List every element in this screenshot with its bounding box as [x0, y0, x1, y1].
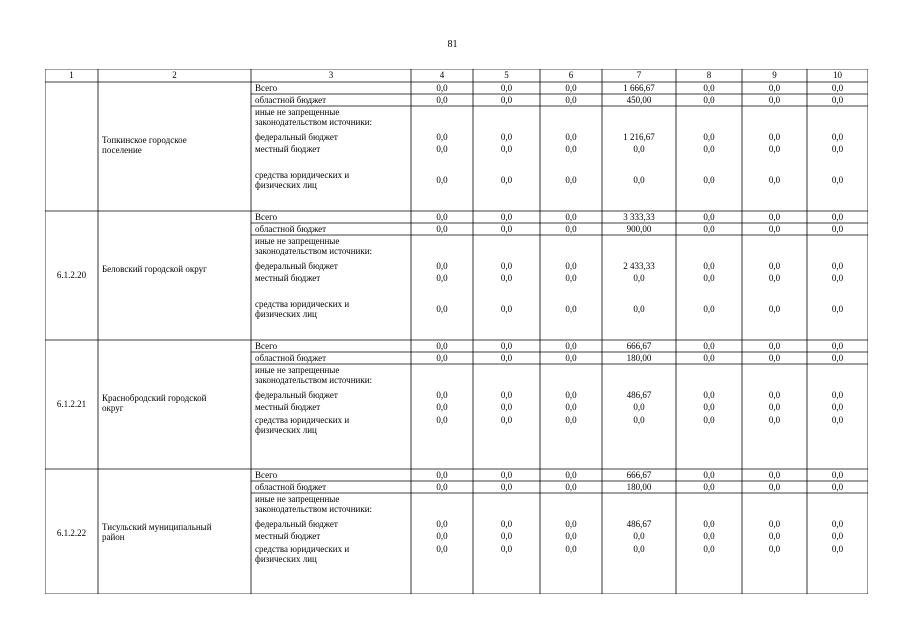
value-federal: 0,0: [565, 132, 577, 142]
value-oblast: 0,0: [703, 353, 715, 363]
value-federal: 0,0: [831, 519, 844, 529]
value-sredstva: 0,0: [633, 175, 645, 185]
value-federal: 0,0: [500, 390, 513, 400]
value-federal: 0,0: [831, 390, 844, 400]
value-mestny: 0,0: [831, 273, 844, 283]
value-vsego: 0,0: [500, 470, 513, 480]
value-mestny: 0,0: [500, 531, 513, 541]
label-sredstva: средства юридических и физических лиц: [255, 170, 350, 190]
value-oblast: 0,0: [436, 95, 448, 105]
value-sredstva: 0,0: [633, 304, 645, 314]
value-federal: 0,0: [500, 261, 513, 271]
value-federal: 486,67: [626, 519, 652, 529]
value-mestny: 0,0: [633, 531, 645, 541]
value-mestny: 0,0: [633, 273, 645, 283]
value-vsego: 0,0: [768, 470, 781, 480]
value-oblast: 0,0: [703, 95, 715, 105]
value-federal: 0,0: [436, 132, 448, 142]
value-federal: 0,0: [565, 390, 577, 400]
value-federal: 0,0: [831, 132, 844, 142]
value-sredstva: 0,0: [703, 304, 715, 314]
value-sredstva: 0,0: [436, 175, 448, 185]
value-vsego: 0,0: [436, 341, 448, 351]
header-cell-9: 9: [772, 70, 777, 80]
header-cell-1: 1: [69, 70, 74, 80]
value-sredstva: 0,0: [500, 304, 513, 314]
value-federal: 0,0: [768, 390, 781, 400]
header-cell-10: 10: [833, 70, 842, 80]
header-cell-2: 2: [172, 70, 177, 80]
value-mestny: 0,0: [831, 531, 844, 541]
row-code: 6.1.2.20: [56, 269, 87, 280]
value-mestny: 0,0: [768, 273, 781, 283]
value-vsego: 0,0: [565, 341, 577, 351]
value-oblast: 900,00: [626, 224, 652, 234]
value-federal: 2 433,33: [623, 261, 655, 271]
row-code: 6.1.2.22: [56, 527, 87, 538]
value-oblast: 180,00: [626, 482, 652, 492]
value-sredstva: 0,0: [500, 415, 513, 425]
label-federal: федеральный бюджет: [255, 390, 338, 400]
label-mestny: местный бюджет: [255, 144, 321, 154]
value-federal: 0,0: [768, 132, 781, 142]
label-oblast: областной бюджет: [255, 95, 327, 105]
value-vsego: 0,0: [703, 341, 715, 351]
municipality-name: Тисульский муниципальный район: [102, 521, 212, 542]
value-federal: 0,0: [703, 519, 715, 529]
value-mestny: 0,0: [565, 144, 577, 154]
value-federal: 0,0: [500, 519, 513, 529]
label-mestny: местный бюджет: [255, 273, 321, 283]
header-cell-4: 4: [439, 70, 445, 80]
label-oblast: областной бюджет: [255, 224, 327, 234]
value-oblast: 0,0: [565, 95, 577, 105]
value-sredstva: 0,0: [703, 415, 715, 425]
value-oblast: 0,0: [703, 224, 715, 234]
value-vsego: 0,0: [565, 470, 577, 480]
value-oblast: 180,00: [626, 353, 652, 363]
value-mestny: 0,0: [565, 402, 577, 412]
label-sredstva: средства юридических и физических лиц: [255, 299, 350, 319]
value-oblast: 450,00: [626, 95, 652, 105]
municipality-name: Беловский городской округ: [102, 263, 207, 274]
value-vsego: 0,0: [831, 83, 844, 93]
value-federal: 0,0: [565, 261, 577, 271]
value-federal: 1 216,67: [623, 132, 655, 142]
header-cell-5: 5: [504, 70, 509, 80]
budget-table: [45, 69, 868, 594]
value-oblast: 0,0: [500, 482, 513, 492]
value-mestny: 0,0: [703, 273, 715, 283]
label-inye: иные не запрещенные законодательством источники:: [255, 236, 373, 256]
value-oblast: 0,0: [831, 482, 844, 492]
value-sredstva: 0,0: [768, 175, 781, 185]
value-sredstva: 0,0: [565, 175, 577, 185]
value-sredstva: 0,0: [436, 415, 448, 425]
value-vsego: 666,67: [626, 341, 652, 351]
value-oblast: 0,0: [831, 353, 844, 363]
value-federal: 0,0: [703, 390, 715, 400]
value-mestny: 0,0: [436, 144, 448, 154]
value-oblast: 0,0: [831, 95, 844, 105]
value-mestny: 0,0: [436, 402, 448, 412]
value-oblast: 0,0: [703, 482, 715, 492]
value-vsego: 0,0: [831, 341, 844, 351]
value-federal: 0,0: [565, 519, 577, 529]
municipality-name: Краснобродский городской округ: [102, 392, 207, 413]
value-mestny: 0,0: [500, 402, 513, 412]
value-mestny: 0,0: [831, 402, 844, 412]
value-mestny: 0,0: [768, 144, 781, 154]
value-vsego: 0,0: [703, 83, 715, 93]
label-sredstva: средства юридических и физических лиц: [255, 415, 350, 435]
header-cell-8: 8: [706, 70, 712, 80]
label-vsego: Всего: [255, 212, 278, 222]
value-sredstva: 0,0: [831, 544, 844, 554]
label-inye: иные не запрещенные законодательством источники:: [255, 494, 373, 514]
row-code: 6.1.2.21: [56, 398, 87, 409]
value-mestny: 0,0: [565, 273, 577, 283]
value-mestny: 0,0: [436, 531, 448, 541]
value-mestny: 0,0: [565, 531, 577, 541]
value-federal: 0,0: [500, 132, 513, 142]
value-sredstva: 0,0: [565, 304, 577, 314]
value-sredstva: 0,0: [500, 175, 513, 185]
value-mestny: 0,0: [500, 144, 513, 154]
value-sredstva: 0,0: [565, 415, 577, 425]
value-vsego: 0,0: [703, 212, 715, 222]
value-mestny: 0,0: [633, 402, 645, 412]
label-vsego: Всего: [255, 341, 278, 351]
value-mestny: 0,0: [633, 144, 645, 154]
value-vsego: 0,0: [768, 341, 781, 351]
label-mestny: местный бюджет: [255, 402, 321, 412]
value-oblast: 0,0: [500, 224, 513, 234]
label-federal: федеральный бюджет: [255, 261, 338, 271]
value-vsego: 0,0: [565, 212, 577, 222]
value-vsego: 0,0: [436, 470, 448, 480]
value-vsego: 0,0: [768, 212, 781, 222]
value-sredstva: 0,0: [831, 304, 844, 314]
label-federal: федеральный бюджет: [255, 519, 338, 529]
value-oblast: 0,0: [565, 482, 577, 492]
label-inye: иные не запрещенные законодательством источники:: [255, 107, 373, 127]
value-oblast: 0,0: [768, 224, 781, 234]
value-vsego: 0,0: [436, 83, 448, 93]
label-sredstva: средства юридических и физических лиц: [255, 544, 350, 564]
header-cell-3: 3: [328, 70, 334, 80]
value-sredstva: 0,0: [633, 415, 645, 425]
value-sredstva: 0,0: [633, 544, 645, 554]
value-federal: 0,0: [436, 261, 448, 271]
value-federal: 0,0: [703, 132, 715, 142]
value-federal: 486,67: [626, 390, 652, 400]
page-number: 81: [447, 39, 458, 50]
value-mestny: 0,0: [703, 531, 715, 541]
header-cell-6: 6: [568, 70, 574, 80]
value-mestny: 0,0: [768, 531, 781, 541]
value-federal: 0,0: [768, 519, 781, 529]
value-federal: 0,0: [768, 261, 781, 271]
value-mestny: 0,0: [703, 144, 715, 154]
value-vsego: 0,0: [831, 470, 844, 480]
value-sredstva: 0,0: [768, 304, 781, 314]
value-vsego: 0,0: [436, 212, 448, 222]
header-cell-7: 7: [636, 70, 642, 80]
value-oblast: 0,0: [436, 224, 448, 234]
label-mestny: местный бюджет: [255, 531, 321, 541]
value-vsego: 3 333,33: [623, 212, 655, 222]
value-oblast: 0,0: [768, 353, 781, 363]
value-vsego: 0,0: [500, 83, 513, 93]
value-mestny: 0,0: [703, 402, 715, 412]
value-sredstva: 0,0: [703, 175, 715, 185]
value-sredstva: 0,0: [768, 415, 781, 425]
value-vsego: 0,0: [768, 83, 781, 93]
value-federal: 0,0: [831, 261, 844, 271]
value-vsego: 666,67: [626, 470, 652, 480]
value-mestny: 0,0: [831, 144, 844, 154]
value-sredstva: 0,0: [768, 544, 781, 554]
value-sredstva: 0,0: [565, 544, 577, 554]
value-vsego: 0,0: [500, 341, 513, 351]
value-mestny: 0,0: [768, 402, 781, 412]
value-sredstva: 0,0: [703, 544, 715, 554]
value-vsego: 0,0: [703, 470, 715, 480]
label-vsego: Всего: [255, 83, 278, 93]
value-oblast: 0,0: [768, 482, 781, 492]
value-oblast: 0,0: [565, 224, 577, 234]
value-sredstva: 0,0: [500, 544, 513, 554]
value-vsego: 0,0: [831, 212, 844, 222]
value-sredstva: 0,0: [436, 304, 448, 314]
label-oblast: областной бюджет: [255, 482, 327, 492]
value-federal: 0,0: [436, 519, 448, 529]
value-oblast: 0,0: [831, 224, 844, 234]
value-oblast: 0,0: [436, 353, 448, 363]
value-federal: 0,0: [436, 390, 448, 400]
value-oblast: 0,0: [500, 95, 513, 105]
label-oblast: областной бюджет: [255, 353, 327, 363]
value-oblast: 0,0: [500, 353, 513, 363]
value-vsego: 0,0: [565, 83, 577, 93]
value-oblast: 0,0: [436, 482, 448, 492]
label-federal: федеральный бюджет: [255, 132, 338, 142]
value-mestny: 0,0: [436, 273, 448, 283]
value-federal: 0,0: [703, 261, 715, 271]
value-mestny: 0,0: [500, 273, 513, 283]
value-oblast: 0,0: [768, 95, 781, 105]
label-vsego: Всего: [255, 470, 278, 480]
value-sredstva: 0,0: [831, 175, 844, 185]
municipality-name: Топкинское городское поселение: [102, 134, 187, 155]
value-oblast: 0,0: [565, 353, 577, 363]
value-sredstva: 0,0: [436, 544, 448, 554]
value-sredstva: 0,0: [831, 415, 844, 425]
label-inye: иные не запрещенные законодательством источники:: [255, 365, 373, 385]
value-vsego: 1 666,67: [623, 83, 655, 93]
value-vsego: 0,0: [500, 212, 513, 222]
